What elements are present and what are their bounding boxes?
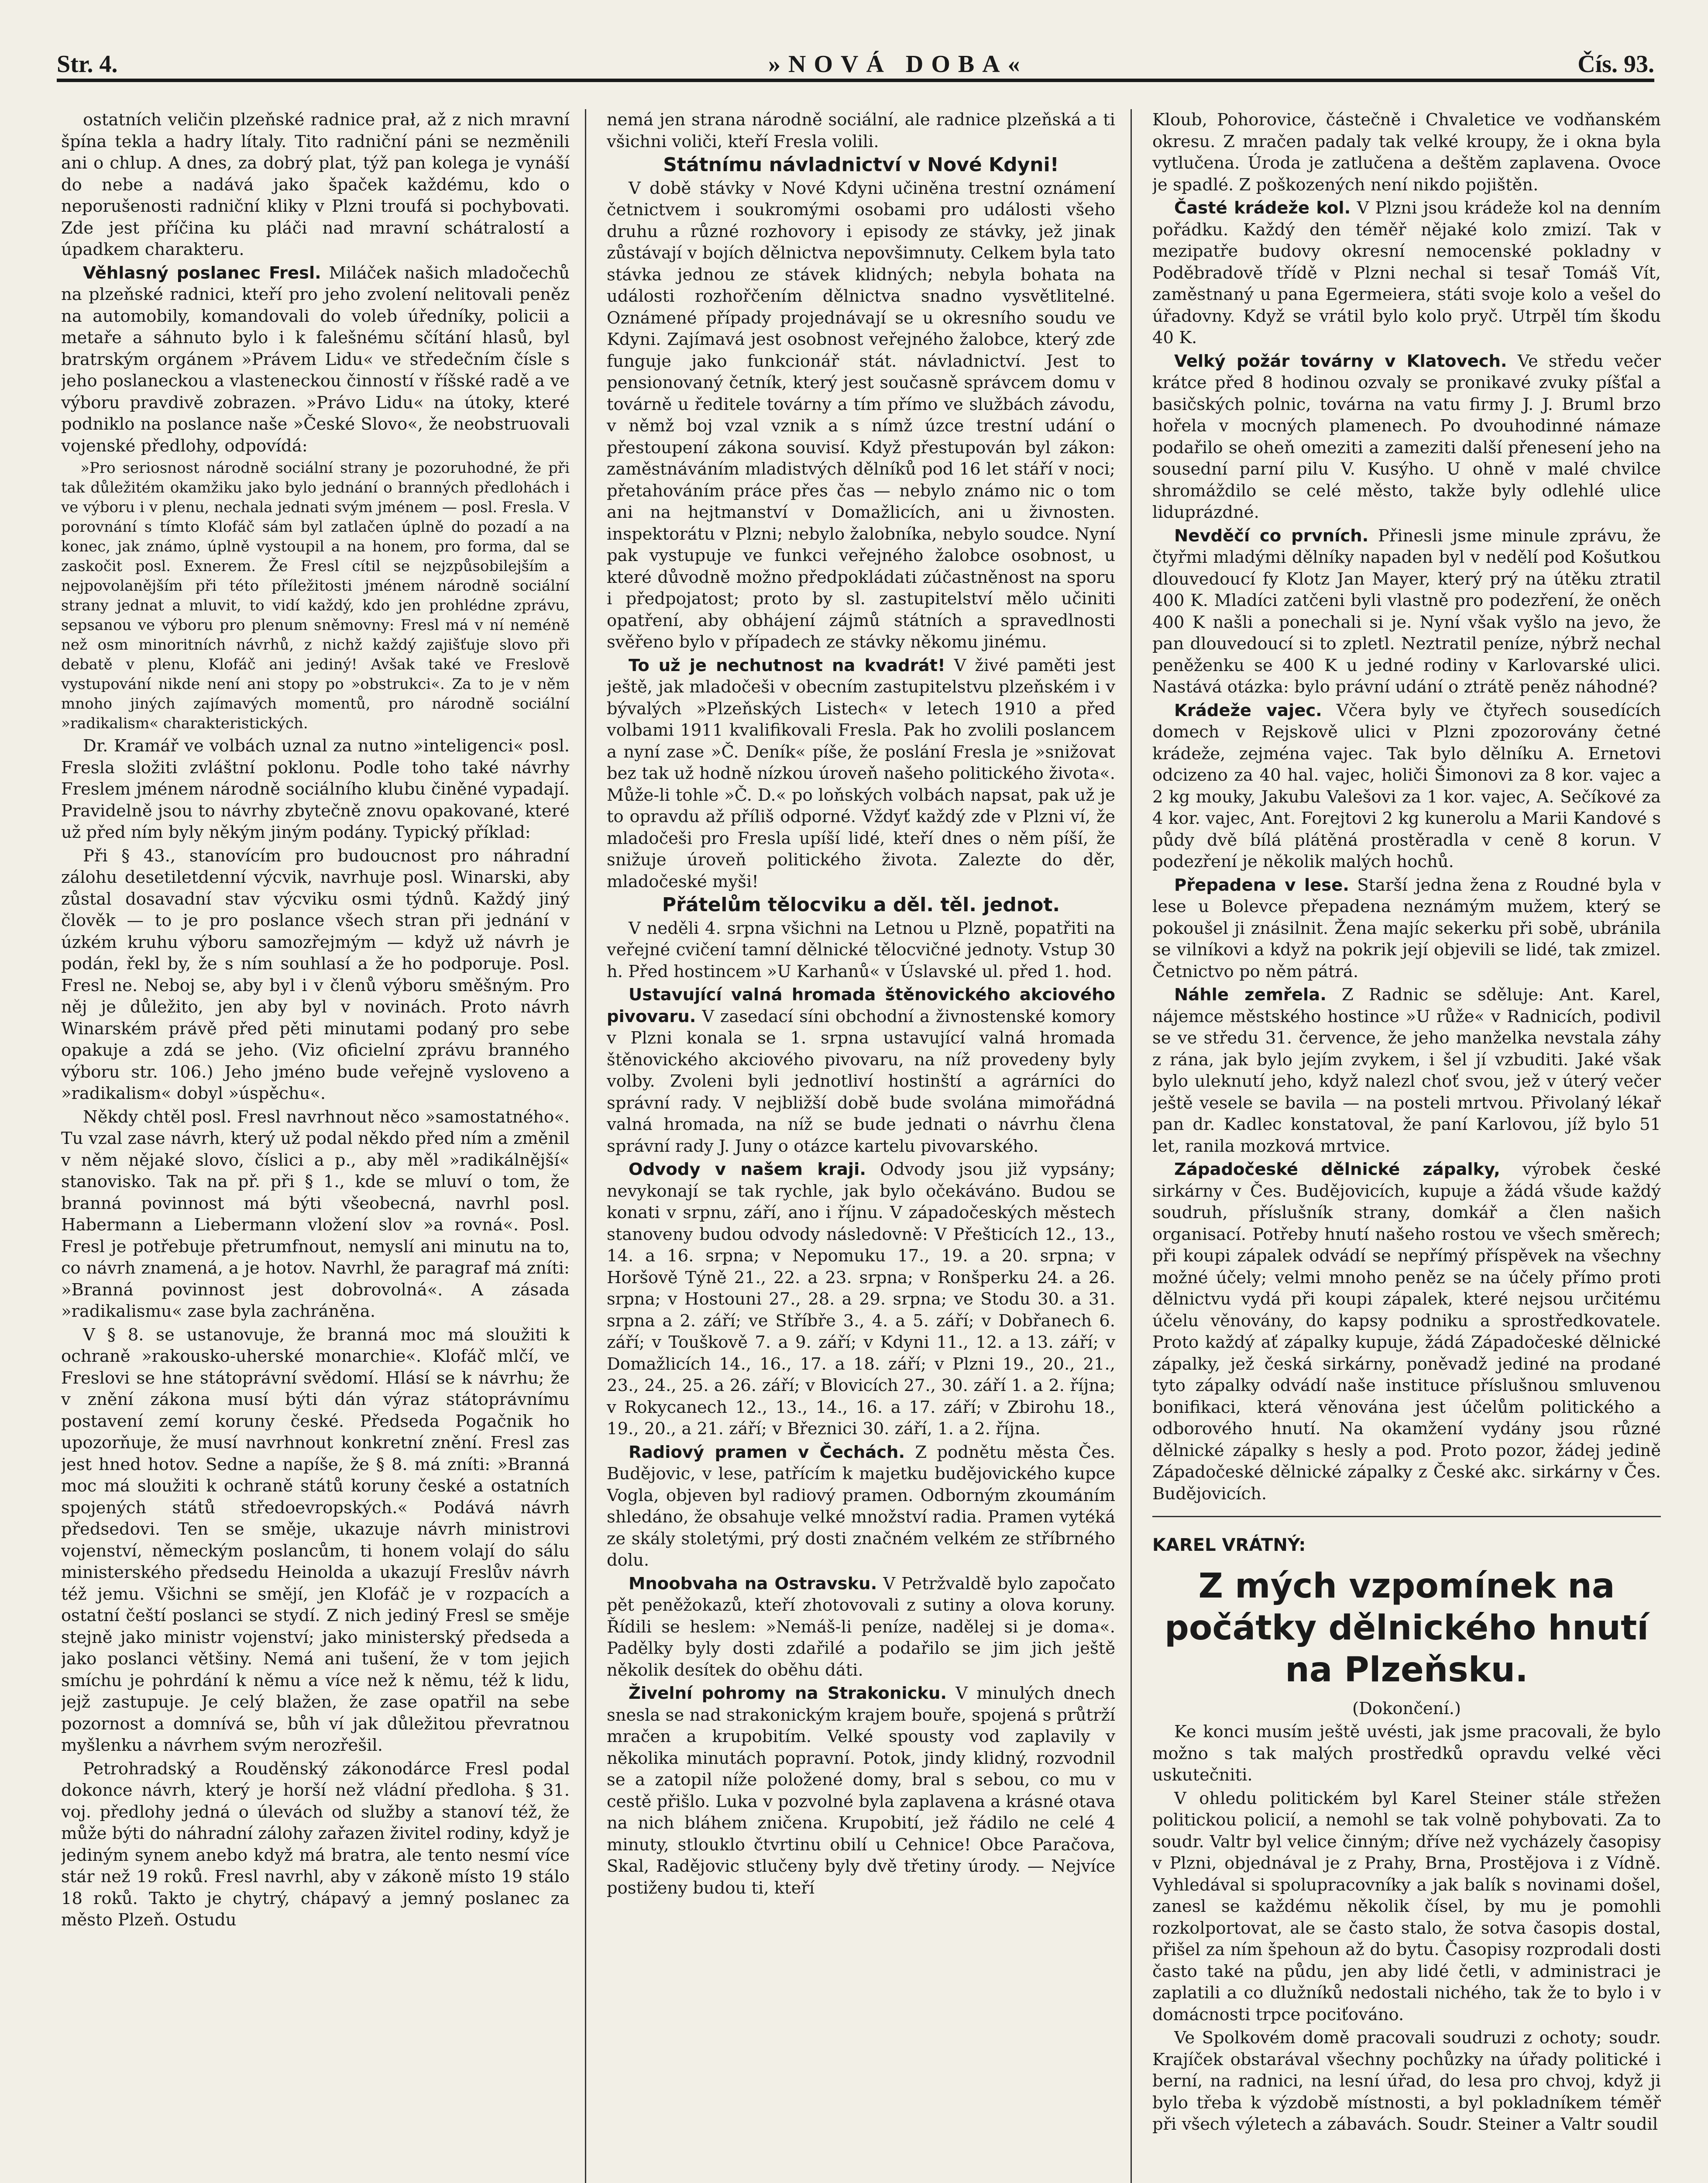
paragraph-text: V zasedací síni obchodní a živnostenské komory v Plzni konala se 1. srpna ustavující valná hromada štěnovického akciového pivovaru, na níž provedeny byly volby. Zvoleni byli jednotliví hostinští a agrárníci do správní rady. V nejbližší době bude svolána mimořádná valná hromada, na níž se bude jednati o návrhu člena správní rady J. Juny o otázce kartelu pivovarského. bbox=[607, 1006, 1115, 1156]
issue-number: Čís. 93. bbox=[1577, 51, 1654, 78]
article-subheading: Odvody v našem kraji. bbox=[629, 1160, 866, 1179]
article-subheading: Radiový pramen v Čechách. bbox=[629, 1442, 905, 1462]
article-headline: Státnímu návladnictví v Nové Kdyni! bbox=[663, 154, 1059, 176]
header-rule bbox=[57, 79, 1654, 82]
article-paragraph bbox=[1152, 984, 1661, 1157]
paragraph-text: V neděli 4. srpna všichni na Letnou u Plzně, popatřiti na veřejné cvičení tamní dělnické tělocvičné jednoty. Vstup 30 h. Před hostincem »U Karhanů« v Úslavské ul. před 1. hod. bbox=[607, 918, 1115, 981]
article-subheading: Mnoobvaha na Ostravsku. bbox=[629, 1574, 877, 1594]
article-paragraph bbox=[1152, 525, 1661, 698]
paragraph-text: V § 8. se ustanovuje, že branná moc má sloužiti k ochraně »rakousko-uherské monarchie«. Klofáč mlčí, ve Freslovi se hne státoprávní svědomí. Hlásí se k návrhu; že v znění zákona musí býti dán výraz státoprávnímu postavení zemí koruny české. Předseda Pogačnik ho upozorňuje, že musí navrhnout konkretní znění. Fresl zas jest hned hotov. Sedne a napíše, že § 8. má zníti: »Branná moc má sloužiti k ochraně států koruny české a ostatních spojených států středoevropských.« Podává návrh předsedovi. Ten se směje, ukazuje návrh ministrovi vojenství, německým poslancům, ti honem volají do sálu ministerského předsedu Heinolda a ukazují Freslův návrh též jemu. Všichni se smějí, jen Klofáč je v rozpacích a ostatní čeští poslanci se stydí. Z nich jediný Fresl se směje stejně jako ministr vojenství; jako ministerský předseda a jako poslanci většiny. Nemá ani tušení, že v tom jejich smíchu je pohrdání k němu a více než k němu, též k lidu, jejž zastupuje. Je celý blažen, že zase opatřil na sebe pozornost a domnívá se, bůh ví jak důležitou převratnou myšlenku a návrhem svým nerozřešil. bbox=[61, 1325, 570, 1755]
article-paragraph bbox=[1152, 1159, 1661, 1505]
page-header bbox=[57, 41, 1654, 94]
column-2 bbox=[607, 109, 1115, 2183]
article-paragraph bbox=[61, 735, 570, 844]
article-paragraph bbox=[1152, 875, 1661, 983]
article-subheading: Náhle zemřela. bbox=[1174, 985, 1327, 1005]
article-subheading: Ustavující valná hromada štěnovického akciového pivovaru. bbox=[607, 985, 1115, 1026]
paragraph-text: Miláček našich mladočechů na plzeňské radnici, kteří pro jeho zvolení nelitovali peněz na automobily, komandovali do voleb úředníky, policii a metaře a sáhnuto bylo i k falešnému sčítání hlasů, byl bratrským orgánem »Právem Lidu« ve středečním čísle s jeho poslaneckou a vlasteneckou činností v říšské radě a ve výboru pravdivě zobrazen. »Právo Lidu« na útoky, které podniklo na poslance naše »České Slovo«, že neobstruovali vojenské předlohy, odpovídá: bbox=[61, 263, 570, 456]
feature-headline: Z mých vzpomínek na počátky dělnického hnutí na Plzeňsku. bbox=[1165, 1566, 1649, 1690]
article-paragraph bbox=[607, 1442, 1115, 1571]
paragraph-text: Kloub, Pohorovice, částečně i Chvaletice ve vodňanském okresu. Z mračen padaly tak velké kroupy, že i okna byla vytlučena. Úroda je zatlučena a deštěm zaplavena. Ovoce je spadlé. Z poškozených není nikdo pojištěn. bbox=[1152, 110, 1661, 195]
section-divider bbox=[1152, 1516, 1661, 1517]
paragraph-text: Petrohradský a Rouděnský zákonodárce Fresl podal dokonce návrh, který je horší než vládní předloha. § 31. voj. předlohy jedná o úlevách od služby a stanoví též, že může býti do náhradní zálohy zařazen živitel rodiny, když je jediným synem anebo když má bratra, ale tento nesmí více stár než 19 roků. Fresl navrhl, aby v zákoně místo 19 stálo 18 roků. Takto je chytrý, chápavý a jemný poslanec za město Plzeň. Ostudu bbox=[61, 1759, 570, 1930]
paragraph-text: V minulých dnech snesla se nad strakonickým krajem bouře, spojená s průtrží mračen a krupobitím. Velké spousty vod zaplavily v několika minutách popravní. Potok, jindy klidný, rozvodnil se a zatopil níže položené domy, bral s sebou, co mu v cestě přišlo. Luka v pozvolné byla zaplavena a krásné otava na nich bláhem zničena. Krupobití, jež řádilo ne celé 4 minuty, stlouklo čtvrtinu obilí u Cehnice! Obce Paračova, Skal, Radějovic stlučeny byly dvě třetiny úrody. — Nejvíce postiženy budou ti, kteří bbox=[607, 1684, 1115, 1898]
article-paragraph bbox=[1152, 1788, 1661, 2026]
paragraph-text: výrobek české sirkárny v Čes. Budějovicích, kupuje a žádá všude každý soudruh, příslušník strany, domkář a člen našich organisací. Potřeby hnutí našeho rostou ve všech směrech; při koupi zápalek odvádí se nepřímý příspěvek na všechny možné účely; velmi mnoho peněz se na účely přímo proti dělnictvu vydá při koupi zápalek, které nejsou určitému účelu věnovány, do kapsy podniku a sprostředkovatele. Proto každý ať zápalky kupuje, žádá Západočeské dělnické zápalky, jež česká sirkárny, poněvadž jediné na prodané tyto zápalky odvádí naše instituce příslušnou smluvenou bonifikaci, která věnována jest účelům politického a odborového hnutí. Na okamžení vydány jsou různé dělnické zápalky s hesly a pod. Proto pozor, žádej jedině Západočeské dělnické zápalky z České akc. sirkárny v Čes. Budějovicích. bbox=[1152, 1160, 1661, 1504]
article-paragraph bbox=[61, 1758, 570, 1931]
paragraph-text: V Plzni jsou krádeže kol na denním pořádku. Každý den téměř nějaké kolo zmizí. Tak v mezipatře budovy okresní nemocenské pokladny v Poděbradově třídě v Plzni nechal si tesař Tomáš Vít, zaměstnaný u pana Egermeiera, státi svoje kolo a vešel do úřadovny. Když se vrátil bylo kolo pryč. Utrpěl tím škodu 40 K. bbox=[1152, 198, 1661, 348]
article-paragraph bbox=[1152, 351, 1661, 523]
article-paragraph bbox=[607, 1159, 1115, 1440]
quoted-paragraph: »Pro seriosnost národně sociální strany je pozoruhodné, že při tak důležitém okamžiku jako bylo jednání o branných předlohách i ve výboru i v plenu, nechala jednati svým jménem — posl. Fresla. V porovnání s tímto Klofáč sám byl zatlačen úplně do pozadí a na konec, jak známo, úplně vystoupil a na honem, pro forma, dal se zaskočit posl. Exnerem. Že Fresl cítil se nejzpůsobilejším a nejpovolanějším při této příležitosti jménem národně sociální strany jednat a mluvit, to vidí každý, kdo jen prohlédne zprávu, sepsanou ve výboru pro plenum sněmovny: Fresl má v ní neméně než osm minoritních návrhů, z nichž každý zajišťuje slovo při debatě v plenu, Klofáč ani jediný! Avšak také ve Freslově vystupování nikde není ani stopy po »obstrukci«. Za to je v něm mnoho jiných zajímavých momentů, pro národně sociální »radikalism« charakteristických. bbox=[61, 459, 570, 732]
column-3 bbox=[1152, 109, 1661, 2183]
masthead-title: »NOVÁ DOBA« bbox=[768, 51, 1028, 78]
article-paragraph bbox=[607, 984, 1115, 1157]
article-subheading: Přepadena v lese. bbox=[1174, 875, 1349, 895]
paragraph-text: Z podnětu města Čes. Budějovic, v lese, patřícím k majetku budějovického kupce Vogla, objeven byl radiový pramen. Odborným zkoumáním shledáno, že obsahuje velké množství radia. Pramen vytéká ze skály stoletými, prý dosti značném velkém ze stříbrného dolu. bbox=[607, 1442, 1115, 1570]
continuation-note: (Dokončení.) bbox=[1352, 1698, 1461, 1718]
paragraph-text: Odvody jsou již vypsány; nevykonají se tak rychle, jak bylo očekáváno. Budou se konati v srpnu, září, ano i říjnu. V západočeských městech stanoveny budou odvody následovně: V Přešticích 12., 13., 14. a 16. srpna; v Nepomuku 17., 19. a 20. srpna; v Horšově Týně 21., 22. a 23. srpna; v Ronšperku 24. a 26. srpna; v Hostouni 27., 28. a 29. srpna; ve Stodu 30. a 31. srpna a 2. září; ve Stříbře 3., 4. a 5. září; v Dobřanech 6. září; v Touškově 7. a 9. září; v Kdyni 11., 12. a 13. září; v Domažlicích 14., 16., 17. a 18. září; v Plzni 19., 20., 21., 23., 24., 25. a 26. září; v Blovicích 27., 30. září 1. a 2. října; v Rokycanech 12., 13., 14., 16. a 17. září; v Zbirohu 18., 19., 20., a 21. září; v Březnici 30. září, 1. a 2. října. bbox=[607, 1160, 1115, 1439]
paragraph-text: ostatních veličin plzeňské radnice prał, až z nich mravní špína tekla a hadry lítaly. Tito radniční páni se nezměnili ani o chlup. A dnes, za dobrý plat, týž pan kolega je vynáší do nebe a nadává jako špaček každému, kdo o neporušenosti radniční kliky v Plzni troufá si pochybovati. Zde jest příčina ku pláči nad mravní schátralostí a úpadkem charakteru. bbox=[61, 110, 570, 259]
paragraph-text: Při § 43., stanovícím pro budoucnost pro náhradní zálohu desetiletdenní výcvik, navrhuje posl. Winarski, aby zůstal dosavadní stav výcviku osmi týdnů. Každý jiný člověk — to je pro poslance všech stran při jednání v úzkém kruhu výboru samozřejmým — když už návrh je podán, řekl by, že s ním souhlasí a že ho podporuje. Posl. Fresl ne. Neboj se, aby byl i v členů výboru směšným. Pro něj je důležito, jen aby byl v novinách. Proto návrh Winarském právě před pěti minutami podaný pro sebe opakuje a zdá se jeho. (Viz oficielní zprávu branného výboru str. 106.) Jeho jméno bude veřejně vysloveno a »radikalism« dobyl »úspěchu«. bbox=[61, 846, 570, 1103]
article-subheading: To už je nechutnost na kvadrát! bbox=[629, 655, 945, 675]
article-paragraph bbox=[607, 655, 1115, 893]
article-headline: Přátelům tělocviku a děl. těl. jednot. bbox=[662, 894, 1060, 916]
paragraph-text: nemá jen strana národně sociální, ale radnice plzeňská a ti všichni voliči, kteří Fresla volili. bbox=[607, 110, 1115, 152]
paragraph-text: Starší jedna žena z Roudné byla v lese u Bolevce přepadena neznámým mužem, který se pokoušel ji znásilnit. Žena majíc sekerku při sobě, ubránila se vilníkovi a když na pokrik její objevili se lidé, tak zmizel. Četnictvo po něm pátrá. bbox=[1152, 875, 1661, 981]
paragraph-text: V ohledu politickém byl Karel Steiner stále střežen politickou policií, a nemohl se tak volně pohybovati. Za to soudr. Valtr byl velice činným; dříve než vycházely časopisy v Plzni, objednával je z Prahy, Brna, Prostějova i z Vídně. Vyhledával si spolupracovníky a jak balík s novinami došel, zanesl se každému několik čísel, by mu je pomohli rozkolportovat, ale se často stalo, že sotva časopis dostal, přišel za ním špehoun až do bytu. Časopisy rozprodali dosti často také na půdu, jen aby lidé četli, v administraci je zaplatili a co dlužníků nedostali nichého, tak že to bylo i v domácnosti trpce pociťováno. bbox=[1152, 1788, 1661, 2025]
article-paragraph bbox=[607, 178, 1115, 653]
paragraph-text: Ke konci musím ještě uvésti, jak jsme pracovali, že bylo možno s tak malých prostředků opravdu velké věci uskutečniti. bbox=[1152, 1722, 1661, 1785]
article-subheading: Západočeské dělnické zápalky, bbox=[1174, 1160, 1500, 1179]
article-paragraph bbox=[607, 1573, 1115, 1681]
article-subheading: Časté krádeže kol. bbox=[1174, 198, 1351, 218]
paragraph-text: Někdy chtěl posl. Fresl navrhnout něco »samostatného«. Tu vzal zase návrh, který už podal někdo před ním a změnil v něm nějaké slovo, číslici a p., aby měl »radikálnější« stanovisko. Tak na př. při § 1., kde se mluví o tom, že branná povinnost má býti všeobecná, navrhl posl. Habermann a Liebermann vložení slov »a rovná«. Posl. Fresl je potřebuje přetrumfnout, nemyslí ani minutu na to, co návrh znamená, a je hotov. Navrhl, že paragraf má zníti: »Branná povinnost jest dobrovolná«. A zásada »radikalismu« zase byla zachráněna. bbox=[61, 1107, 570, 1321]
article-paragraph bbox=[61, 109, 570, 261]
article-paragraph bbox=[607, 109, 1115, 152]
paragraph-text: Přinesli jsme minule zprávu, že čtyřmi mladými dělníky napaden byl v nedělí pod Košutkou dlouvedoucí fy Klotz Jan Mayer, který prý na útěku ztratil 400 K. Mladíci zatčeni byli vlastně pro podezření, že oněch 400 K našli a ponechali si je. Nyní však vyšlo na jevo, že pan dlouvedoucí si to zpletl. Neztratil peníze, nýbrž nechal peněženku se 400 K u jedné rodiny v Karlovarské ulici. Nastává otázka: bylo právní udání o ztrátě peněz náhodné? bbox=[1152, 526, 1661, 697]
paragraph-text: Dr. Kramář ve volbách uznal za nutno »inteligenci« posl. Fresla složiti zvláštní poklonu. Podle toho také návrhy Freslem jménem národně sociálního klubu činěné vypadají. Pravidelně jsou to návrhy zbytečně znovu opakované, které už před ním byly někým jiným podány. Typický příklad: bbox=[61, 736, 570, 842]
article-paragraph bbox=[1152, 109, 1661, 196]
paragraph-text: V živé paměti jest ještě, jak mladočeši v obecním zastupitelstvu plzeňském i v bývalých »Plzeňských Listech« v letech 1910 a před volbami 1911 kvalifikovali Fresla. Pak ho zvolili poslancem a nyní zase »Č. Deník« píše, že poslání Fresla je »snižovat bez tak už hodně nízkou úroveň našeho politického života«. Může-li tohle »Č. D.« po loňských volbách napsat, pak už je to opravdu až příliš odporné. Vždyť každý zde v Plzni ví, že mladočeši pro Fresla upíší lidé, kteří dnes o něm píší, že snižuje úroveň politického života. Zalezte do děr, mladočeské myši! bbox=[607, 655, 1115, 892]
page-number: Str. 4. bbox=[57, 51, 118, 78]
article-paragraph bbox=[1152, 700, 1661, 873]
paragraph-text: V Petržvaldě bylo započato pět peněžokazů, kteří zhotovovali z sutiny a olova koruny. Řídili se heslem: »Nemáš-li peníze, nadělej si je doma«. Padělky byly dosti zdařilé a podařilo se jim jich ještě několik desítek do oběhu dáti. bbox=[607, 1574, 1115, 1680]
column-divider bbox=[585, 109, 586, 2183]
column-divider bbox=[1131, 109, 1132, 2183]
article-subheading: Živelní pohromy na Strakonicku. bbox=[629, 1684, 947, 1703]
article-paragraph bbox=[1152, 2027, 1661, 2135]
article-paragraph bbox=[61, 1106, 570, 1322]
paragraph-text: Ve středu večer krátce před 8 hodinou ozvaly se pronikavé zvuky píšťal a basičských polnic, továrna na vatu firmy J. J. Bruml brzo hořela v mocných plamenech. Po dvouhodinné námaze podařilo se oheň omeziti a zameziti další přenesení jeho na sousední parní pilu V. Kusýho. U ohně v malé chvilce shromáždilo se celé město, takže byly odlehlé ulice liduprázdné. bbox=[1152, 351, 1661, 522]
article-paragraph bbox=[1152, 197, 1661, 349]
article-paragraph bbox=[1152, 1721, 1661, 1786]
article-subheading: Nevděčí co prvních. bbox=[1174, 526, 1369, 546]
paragraph-text: Ve Spolkovém domě pracovali soudruzi z ochoty; soudr. Krajíček obstarával všechny pochůzky na úřady politické i berní, na radnici, na lesní úřad, do lesa pro chvoj, když ji bylo třeba k výzdobě místnosti, a byl pokladníkem téměř při všech výletech a zábavách. Soudr. Steiner a Valtr soudil bbox=[1152, 2028, 1661, 2134]
article-subheading: Velký požár továrny v Klatovech. bbox=[1174, 351, 1507, 371]
article-paragraph bbox=[61, 262, 570, 457]
article-paragraph bbox=[607, 1683, 1115, 1899]
column-1 bbox=[61, 109, 570, 2183]
paragraph-text: Včera byly ve čtyřech sousedících domech v Rejskově ulici v Plzni zpozorovány četné krádeže, zejména vajec. Tak bylo dělníku A. Ernetovi odcizeno za 40 hal. vajec, holiči Šimonovi za 8 kor. vajec a 2 kg mouky, Jakubu Valešovi za 1 kor. vajec, A. Sečíkové za 4 kor. vajec, Ant. Forejtovi 2 kg kunerolu a Marii Kandové s půdy dvě bílá plátěná prostěradla v ceně 8 korun. V podezření je několik malých hochů. bbox=[1152, 700, 1661, 871]
author-byline: KAREL VRÁTNÝ: bbox=[1152, 1535, 1306, 1555]
article-paragraph bbox=[61, 1324, 570, 1756]
paragraph-text: Z Radnic se sděluje: Ant. Karel, nájemce městského hostince »U růže« v Radnicích, podivil se ve středu 31. července, že jeho manželka nevstala záhy z rána, jak bylo jejím zvykem, i šel jí vzbuditi. Jaké však bylo uleknutí jeho, když nalezl choť svou, jež v úterý večer ještě vesele se bavila — na posteli mrtvou. Přivolaný lékař pan dr. Kadlec konstatoval, že paní Karlovou, jíž bylo 51 let, ranila mozková mrtvice. bbox=[1152, 985, 1661, 1156]
article-paragraph bbox=[61, 845, 570, 1105]
article-paragraph bbox=[607, 918, 1115, 983]
article-subheading: Krádeže vajec. bbox=[1174, 700, 1322, 720]
article-subheading: Věhlasný poslanec Fresl. bbox=[83, 263, 321, 283]
paragraph-text: V době stávky v Nové Kdyni učiněna trestní oznámení četnictvem i soukromými osobami pro události všeho druhu a různé rozhovory i episody ze stávky, jež jinak zůstávají v bojích dělnictva nepovšimnuty. Celkem byla tato stávka jednou ze stávek klidných; nebyla bohata na události rozhořčením dělnictva snadno vysvětlitelné. Oznámené případy projednávají se u okresního soudu ve Kdyni. Zajímavá jest osobnost veřejného žalobce, který zde funguje jako funkcionář stát. návladnictví. Jest to pensionovaný četník, který jest současně správcem domu v továrně u ředitele továrny a tím přímo ve službách závodu, v němž boj vzal vznik a s nímž úzce trestní udání o přestoupení zákona souvisí. Když přestupován byl zákon: zaměstnáváním mladistvých dělníků pod 16 let stáří v noci; přetahováním práce přes čas — nebylo známo nic o tom ani na hejtmanství v Domažlicích, ani u živnosten. inspektorátu v Plzni; nebylo žalobníka, nebylo soudce. Nyní pak vystupuje ve funkci veřejného žalobce osobnost, u které důvodně možno předpokládati zúčastněnost na sporu i předpojatost; proto by sl. zastupitelství mělo učiniti opatření, aby obhájení zájmů státních a spravedlnosti svěřeno bylo v případech ze stávky někomu jinému. bbox=[607, 178, 1115, 652]
